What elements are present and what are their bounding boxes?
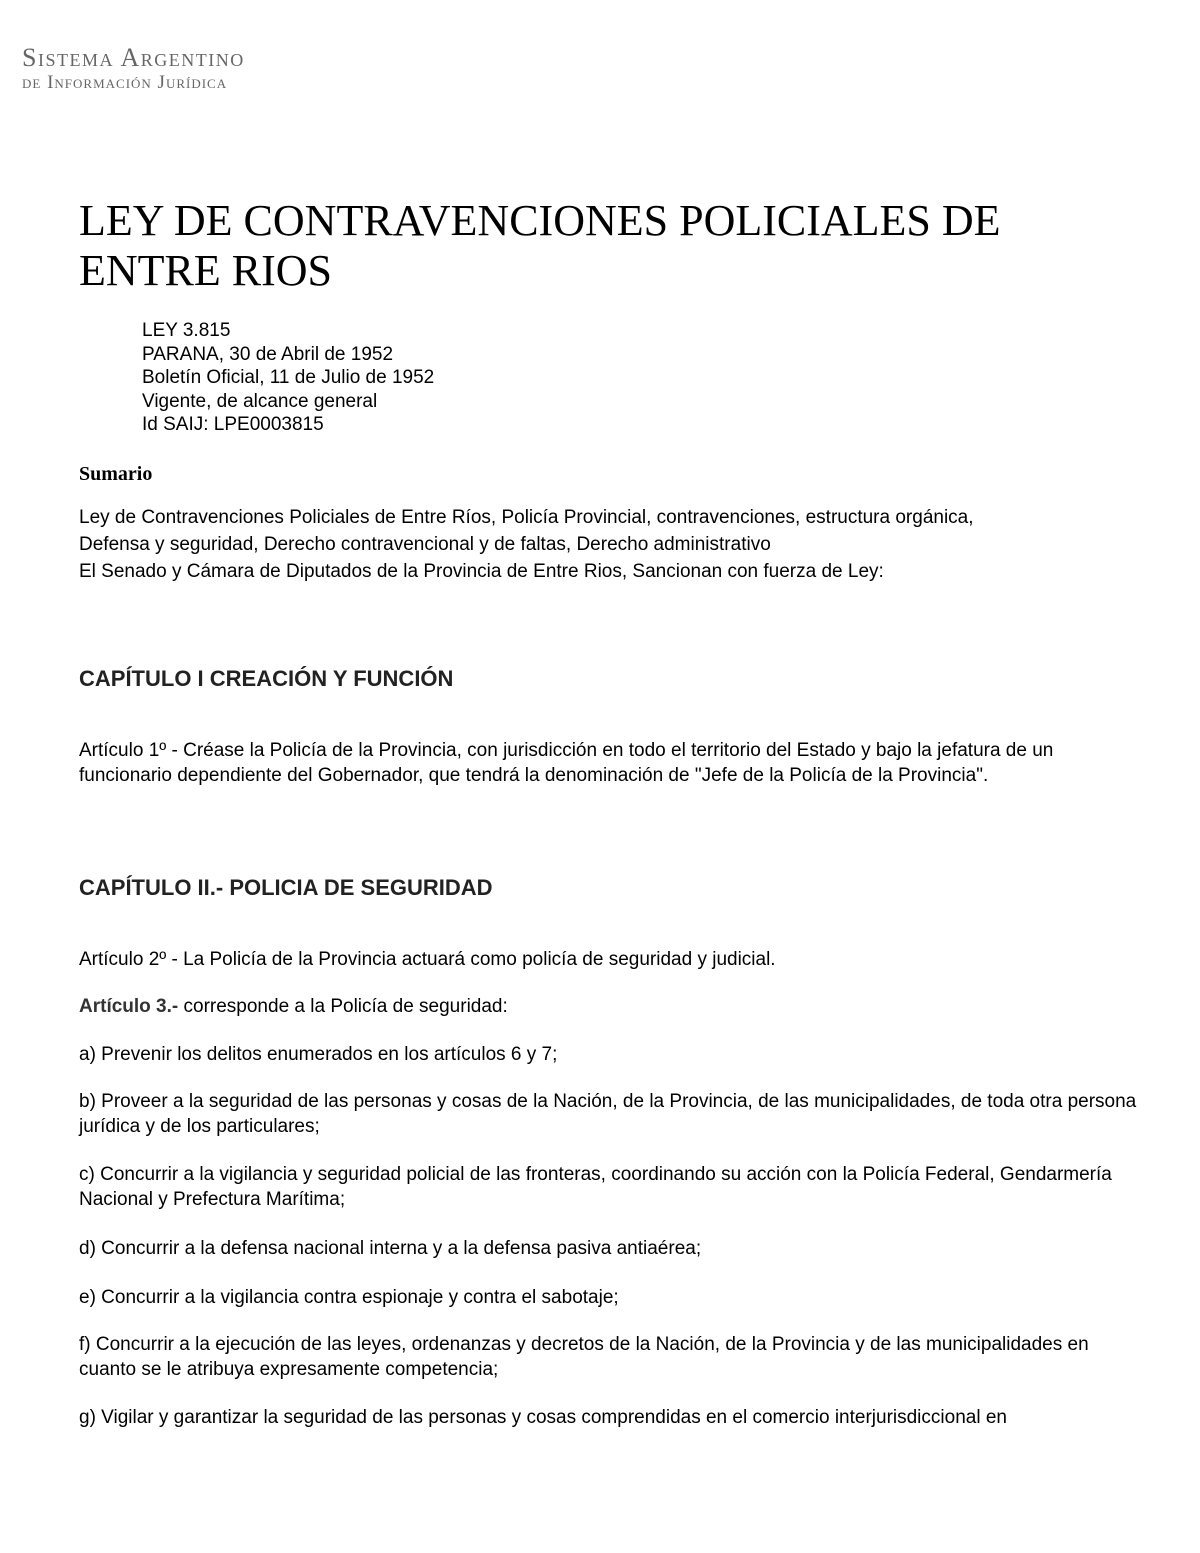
law-metadata [142, 319, 434, 437]
article-text: corresponde a la Policía de seguridad: [178, 996, 508, 1017]
list-item: a) Prevenir los delitos enumerados en los artículos 6 y 7; [79, 1044, 558, 1065]
official-bulletin: Boletín Oficial, 11 de Julio de 1952 [142, 367, 435, 388]
enactment-formula: El Senado y Cámara de Diputados de la Provincia de Entre Rios, Sancionan con fuerza de Ley: [79, 561, 884, 582]
article-label: Artículo 1º - [79, 740, 178, 761]
saij-logo [22, 44, 245, 94]
chapter-1-heading: CAPÍTULO I CREACIÓN Y FUNCIÓN [79, 666, 454, 691]
list-item: f) Concurrir a la ejecución de las leyes, ordenanzas y decretos de la Nación, de la Provincia y de las municipalidades en cuanto se le atribuya expresamente competencia; [79, 1334, 1089, 1380]
logo-line-1: Sistema Argentino [22, 43, 245, 72]
article-text: La Policía de la Provincia actuará como policía de seguridad y judicial. [177, 949, 776, 970]
document-title: LEY DE CONTRAVENCIONES POLICIALES DE ENTRE RIOS [79, 196, 1001, 295]
article-text: Créase la Policía de la Provincia, con jurisdicción en todo el territorio del Estado y bajo la jefatura de un funcionario dependiente del Gobernador, que tendrá la denominación de "Jefe de la Policía de la Provincia". [79, 740, 1054, 786]
list-item: e) Concurrir a la vigilancia contra espionaje y contra el sabotaje; [79, 1287, 619, 1308]
article-label: Artículo 3.- [79, 996, 179, 1017]
validity-status: Vigente, de alcance general [142, 390, 378, 412]
list-item: b) Proveer a la seguridad de las personas y cosas de la Nación, de la Provincia, de las municipalidades, de toda otra persona jurídica y de los particulares; [79, 1091, 1137, 1137]
article-2 [79, 947, 1139, 972]
summary-heading: Sumario [79, 463, 153, 485]
list-item: d) Concurrir a la defensa nacional interna y a la defensa pasiva antiaérea; [79, 1238, 702, 1259]
article-1 [79, 738, 1139, 788]
summary-text [79, 504, 974, 585]
list-item: g) Vigilar y garantizar la seguridad de las personas y cosas comprendidas en el comercio interjurisdiccional en [79, 1407, 1007, 1428]
summary-line: Defensa y seguridad, Derecho contravencional y de faltas, Derecho administrativo [79, 534, 771, 555]
summary-line: Ley de Contravenciones Policiales de Entre Ríos, Policía Provincial, contravenciones, estructura orgánica, [79, 507, 974, 528]
chapter-2-heading: CAPÍTULO II.- POLICIA DE SEGURIDAD [79, 875, 493, 900]
list-item: c) Concurrir a la vigilancia y seguridad policial de las fronteras, coordinando su acción con la Policía Federal, Gendarmería Nacional y Prefectura Marítima; [79, 1164, 1112, 1210]
law-number: LEY 3.815 [142, 320, 231, 341]
saij-id: Id SAIJ: LPE0003815 [142, 414, 324, 435]
article-3 [79, 994, 1139, 1019]
logo-line-2: de Información Jurídica [22, 72, 228, 93]
article-label: Artículo 2º - [79, 949, 178, 970]
place-date: PARANA, 30 de Abril de 1952 [142, 343, 394, 365]
